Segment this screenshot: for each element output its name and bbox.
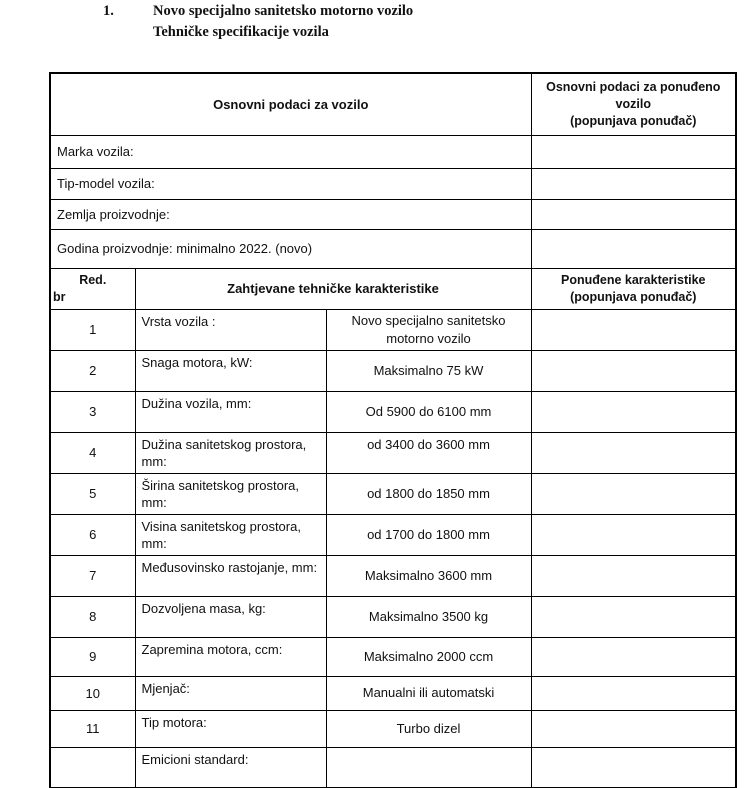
basic-row-answer-cell[interactable] <box>531 229 736 268</box>
col-required-header: Zahtjevane tehničke karakteristike <box>135 268 531 309</box>
specification-table <box>49 72 737 788</box>
basic-row <box>50 135 736 168</box>
col-number-header <box>50 268 135 309</box>
row-required-value: Novo specijalno sanitetsko motorno vozilo <box>326 309 531 350</box>
row-offered-cell[interactable] <box>531 747 736 787</box>
table-row <box>50 432 736 473</box>
row-required-value: od 3400 do 3600 mm <box>326 432 531 473</box>
table-row <box>50 473 736 514</box>
row-offered-cell[interactable] <box>531 432 736 473</box>
row-number: 3 <box>50 391 135 432</box>
row-required-value: Maksimalno 75 kW <box>326 350 531 391</box>
basic-row-label: Godina proizvodnje: minimalno 2022. (novo) <box>50 229 531 268</box>
offered-basic-header <box>531 73 736 135</box>
row-characteristic: Mjenjač: <box>135 676 326 710</box>
basic-row-label: Zemlja proizvodnje: <box>50 199 531 229</box>
row-required-value: Maksimalno 3500 kg <box>326 596 531 637</box>
table-row <box>50 555 736 596</box>
row-characteristic: Dužina sanitetskog prostora, mm: <box>135 432 326 473</box>
section-number: 1. <box>103 3 114 19</box>
row-required-value: Od 5900 do 6100 mm <box>326 391 531 432</box>
row-characteristic: Širina sanitetskog prostora, mm: <box>135 473 326 514</box>
table-row <box>50 710 736 747</box>
document-title: Novo specijalno sanitetsko motorno vozilo <box>153 3 414 19</box>
col-offered-header-line1: Ponuđene karakteristike <box>561 272 706 287</box>
row-offered-cell[interactable] <box>531 391 736 432</box>
basic-row-answer-cell[interactable] <box>531 135 736 168</box>
col-number-header-line2: br <box>53 289 66 304</box>
spec-header-row <box>50 268 736 309</box>
row-required-value: od 1700 do 1800 mm <box>326 514 531 555</box>
row-number: 11 <box>50 710 135 747</box>
basic-row <box>50 168 736 199</box>
row-offered-cell[interactable] <box>531 350 736 391</box>
row-number <box>50 747 135 787</box>
row-required-value: Maksimalno 3600 mm <box>326 555 531 596</box>
row-number: 10 <box>50 676 135 710</box>
row-characteristic: Visina sanitetskog prostora, mm: <box>135 514 326 555</box>
row-characteristic: Međusovinsko rastojanje, mm: <box>135 555 326 596</box>
col-number-header-line1: Red. <box>79 272 107 287</box>
row-offered-cell[interactable] <box>531 514 736 555</box>
table-row <box>50 309 736 350</box>
row-number: 2 <box>50 350 135 391</box>
table-row <box>50 514 736 555</box>
offered-basic-header-line1: Osnovni podaci za ponuđeno <box>546 79 721 94</box>
document-subtitle: Tehničke specifikacije vozila <box>153 24 329 40</box>
row-number: 4 <box>50 432 135 473</box>
basic-row-label: Marka vozila: <box>50 135 531 168</box>
table-row <box>50 747 736 787</box>
basic-header-row <box>50 73 736 135</box>
offered-basic-header-line3: (popunjava ponuđač) <box>570 113 697 128</box>
row-required-value: Turbo dizel <box>326 710 531 747</box>
row-number: 7 <box>50 555 135 596</box>
table-row <box>50 596 736 637</box>
basic-row-label: Tip-model vozila: <box>50 168 531 199</box>
row-offered-cell[interactable] <box>531 596 736 637</box>
row-number: 1 <box>50 309 135 350</box>
row-characteristic: Snaga motora, kW: <box>135 350 326 391</box>
table-row <box>50 350 736 391</box>
col-offered-header <box>531 268 736 309</box>
row-offered-cell[interactable] <box>531 710 736 747</box>
row-number: 6 <box>50 514 135 555</box>
row-offered-cell[interactable] <box>531 676 736 710</box>
row-characteristic: Emicioni standard: <box>135 747 326 787</box>
row-characteristic: Zapremina motora, ccm: <box>135 637 326 676</box>
row-characteristic: Dužina vozila, mm: <box>135 391 326 432</box>
row-characteristic: Vrsta vozila : <box>135 309 326 350</box>
row-number: 9 <box>50 637 135 676</box>
table-row <box>50 676 736 710</box>
basic-row <box>50 229 736 268</box>
offered-basic-header-line2: vozilo <box>615 96 651 111</box>
row-number: 5 <box>50 473 135 514</box>
row-offered-cell[interactable] <box>531 555 736 596</box>
row-offered-cell[interactable] <box>531 473 736 514</box>
row-offered-cell[interactable] <box>531 309 736 350</box>
row-required-value: Manualni ili automatski <box>326 676 531 710</box>
table-row <box>50 637 736 676</box>
row-number: 8 <box>50 596 135 637</box>
basic-row-answer-cell[interactable] <box>531 168 736 199</box>
col-offered-header-line2: (popunjava ponuđač) <box>570 289 697 304</box>
table-row <box>50 391 736 432</box>
row-offered-cell[interactable] <box>531 637 736 676</box>
row-required-value: od 1800 do 1850 mm <box>326 473 531 514</box>
row-characteristic: Tip motora: <box>135 710 326 747</box>
row-characteristic: Dozvoljena masa, kg: <box>135 596 326 637</box>
row-required-value: Maksimalno 2000 ccm <box>326 637 531 676</box>
row-required-value <box>326 747 531 787</box>
basic-row-answer-cell[interactable] <box>531 199 736 229</box>
basic-header-label: Osnovni podaci za vozilo <box>50 73 531 135</box>
basic-row <box>50 199 736 229</box>
